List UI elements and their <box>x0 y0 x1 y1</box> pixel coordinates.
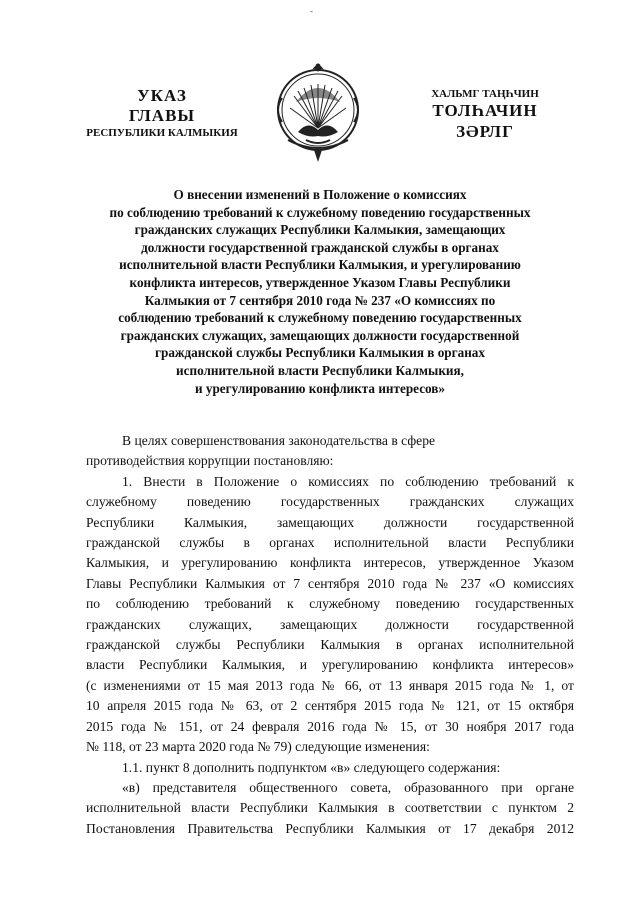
text-line: гражданских служащих, замещающих должности государственной <box>86 616 574 632</box>
text-line: 1. Внести в Положение о комиссиях по соблюдению требований к <box>122 473 574 489</box>
document-header <box>0 0 640 175</box>
title-line: и урегулированию конфликта интересов» <box>194 380 446 396</box>
text-line: «в) представителя общественного совета, образованного при органе <box>122 779 574 795</box>
text-line: Постановления Правительства Республики Калмыкия от 17 декабря 2012 <box>86 820 574 836</box>
paragraph-preamble-line1: В целях совершенствования законодательства в сфере <box>122 433 436 448</box>
paragraph-item-1 <box>86 472 574 758</box>
title-line: гражданской службы Республики Калмыкия в органах <box>155 345 485 361</box>
paragraph-subitem-v <box>86 778 574 839</box>
header-left-russian <box>72 86 252 140</box>
title-line: гражданских служащих, замещающих должности государственной <box>120 327 520 343</box>
text-line: 2015 года № 151, от 24 февраля 2016 года № 15, от 30 ноября 2017 года <box>86 718 574 734</box>
document-title <box>60 186 580 397</box>
header-right-line1: ХАЛЬМГ ТАҢҺЧИН <box>431 88 539 100</box>
header-right-line2: ТОЛҺАЧИН <box>432 101 538 121</box>
title-line: должности государственной гражданской службы в органах <box>141 239 499 255</box>
title-line: по соблюдению требований к служебному поведению государственных <box>109 204 531 220</box>
header-right-line3: ЗӘРЛГ <box>456 121 514 141</box>
document-body <box>86 431 574 839</box>
text-line: 10 апреля 2015 года № 63, от 2 сентября 2015 года № 121, от 15 октября <box>86 698 574 714</box>
text-line: гражданской службы в органах исполнительной власти Республики <box>86 535 574 551</box>
text-line: служебному поведению государственных гражданских служащих <box>86 494 574 510</box>
text-line: Главы Республики Калмыкия от 7 сентября 2010 года № 237 «О комиссиях <box>86 575 574 591</box>
coat-of-arms-icon <box>268 58 368 168</box>
paragraph-preamble-line2: противодействия коррупции постановляю: <box>86 453 334 469</box>
page-mark: - <box>310 6 313 16</box>
title-line: соблюдению требований к служебному поведению государственных <box>118 310 522 326</box>
title-line: конфликта интересов, утвержденное Указом Главы Республики <box>129 274 511 290</box>
header-left-line3: РЕСПУБЛИКИ КАЛМЫКИЯ <box>86 127 238 140</box>
paragraph-item-1-1: 1.1. пункт 8 дополнить подпунктом «в» следующего содержания: <box>122 759 501 775</box>
text-line: Калмыкия, и урегулированию конфликта интересов, утвержденное Указом <box>86 555 574 571</box>
title-line: исполнительной власти Республики Калмыкия, <box>176 362 464 378</box>
header-left-line1: УКАЗ <box>137 86 187 105</box>
text-line: власти Республики Калмыкия, и урегулированию конфликта интересов» <box>86 657 574 673</box>
header-right-kalmyk <box>405 88 565 142</box>
text-line: по соблюдению требований к служебному поведению государственных <box>86 596 574 612</box>
title-line: О внесении изменений в Положение о комиссиях <box>173 187 467 202</box>
text-line: № 118, от 23 марта 2020 года № 79) следующие изменения: <box>86 739 430 755</box>
title-line: гражданских служащих Республики Калмыкия, замещающих <box>134 222 506 238</box>
text-line: исполнительной власти Республики Калмыкия в соответствии с пунктом 2 <box>86 800 574 816</box>
title-line: исполнительной власти Республики Калмыкия, и урегулированию <box>119 257 521 273</box>
text-line: Республики Калмыкия, замещающих должности государственной <box>86 514 574 530</box>
text-line: гражданской службы Республики Калмыкия в органах исполнительной <box>86 637 574 653</box>
title-line: Калмыкия от 7 сентября 2010 года № 237 «О комиссиях по <box>144 292 496 308</box>
text-line: (с изменениями от 15 мая 2013 года № 66, от 13 января 2015 года № 1, от <box>86 677 574 693</box>
header-left-line2: ГЛАВЫ <box>128 105 196 125</box>
